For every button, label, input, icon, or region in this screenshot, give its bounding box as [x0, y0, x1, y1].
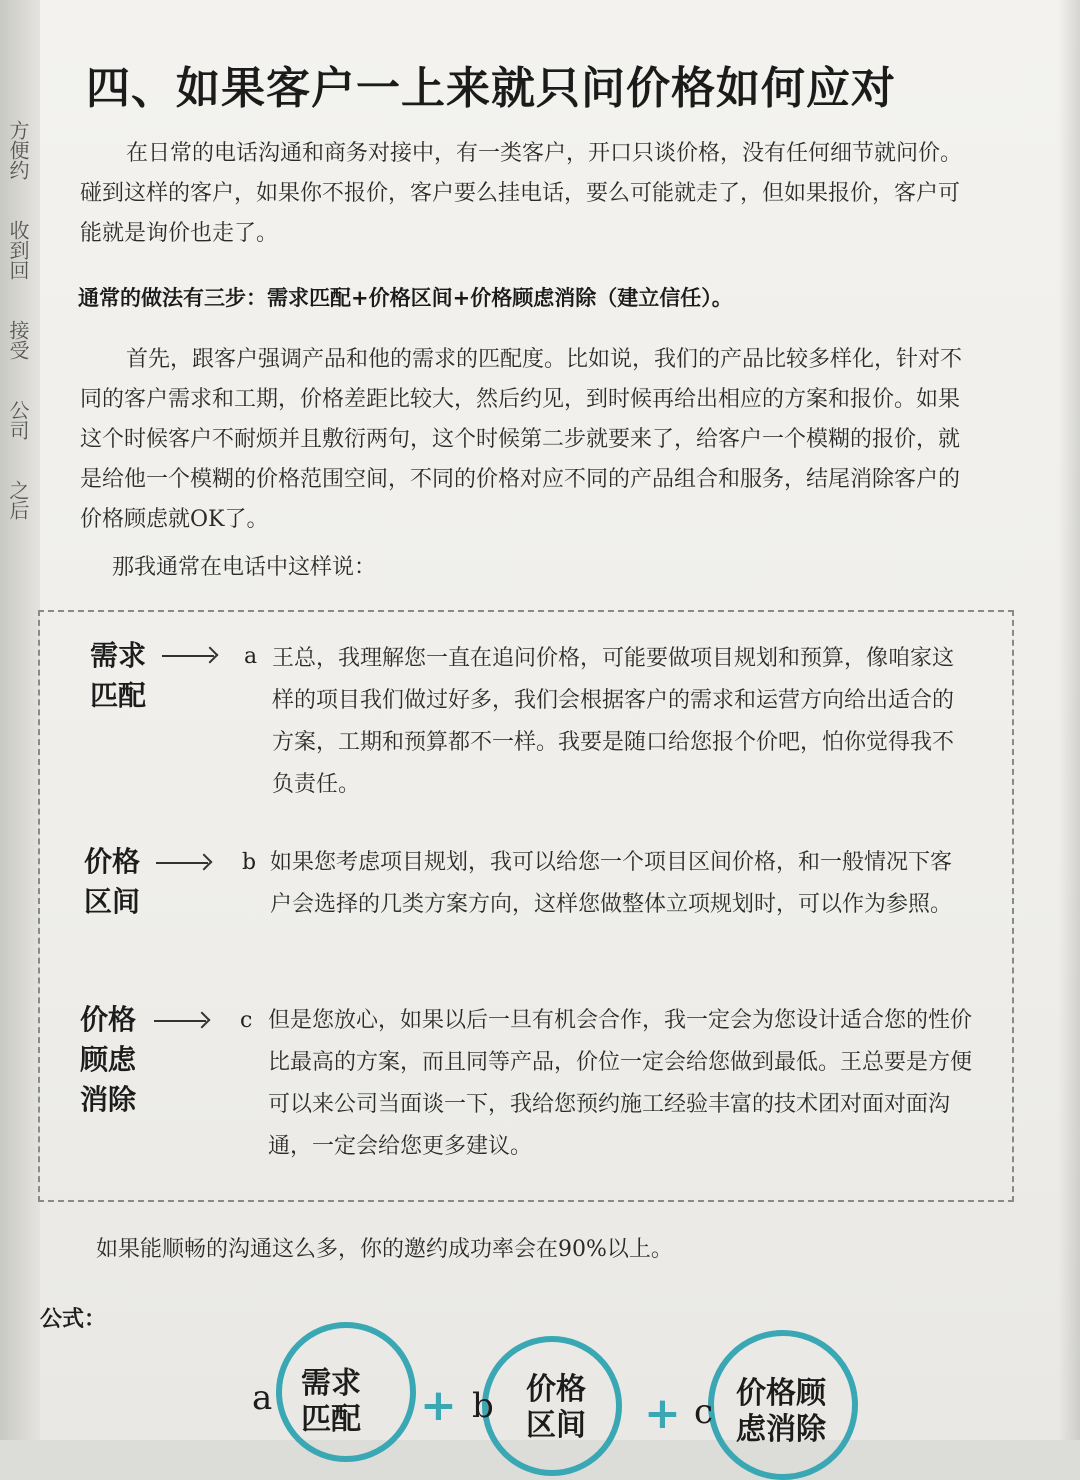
script-text-a: 王总，我理解您一直在追问价格，可能要做项目规划和预算，像咱家这样的项目我们做过好多，我们会根据客户的需求和运营方向给出适合的方案，工期和预算都不一样。我要是随口给您报个价吧，怕你觉得我不负责任。: [272, 646, 955, 797]
adjacent-page-text: 公司: [6, 400, 30, 440]
script-text-c: 但是您放心，如果以后一旦有机会合作，我一定会为您设计适合您的性价比最高的方案，而且同等产品，价位一定会给您做到最低。王总要是方便可以来公司当面谈一下，我给您预约施工经验丰富的技术团对面对面沟通，一定会给您更多建议。: [268, 1008, 973, 1159]
adjacent-page-text: 之后: [6, 480, 30, 520]
formula-letter: c: [694, 1392, 714, 1432]
section-heading: 四、如果客户一上来就只问价格如何应对: [86, 63, 896, 114]
formula-letter: b: [472, 1386, 494, 1426]
script-label-price-concern: 价格 顾虑 消除: [80, 1003, 137, 1116]
script-letter: a: [244, 644, 258, 669]
formula-label: 公式：: [40, 1307, 107, 1332]
script-text-b: 如果您考虑项目规划，我可以给您一个项目区间价格，和一般情况下客户会选择的几类方案方向，这样您做整体立项规划时，可以作为参照。: [270, 850, 953, 917]
script-label-demand-match: 需求 匹配: [90, 639, 147, 712]
steps-summary: 通常的做法有三步：需求匹配+价格区间+价格顾虑消除（建立信任）。: [78, 286, 733, 310]
adjacent-page-text: 收到回: [6, 220, 30, 280]
formula-letter: a: [252, 1378, 273, 1418]
formula-term-c: 价格顾 虑消除: [736, 1376, 826, 1447]
plus-icon: +: [644, 1388, 681, 1439]
right-arrow-icon: [156, 862, 208, 864]
formula-term-b: 价格 区间: [526, 1372, 586, 1443]
formula-term-a: 需求 匹配: [301, 1366, 361, 1437]
intro-paragraph: 在日常的电话沟通和商务对接中，有一类客户，开口只谈价格，没有任何细节就问价。碰到这样的客户，如果你不报价，客户要么挂电话，要么可能就走了，但如果报价，客户可能就是询价也走了。: [80, 141, 963, 246]
right-arrow-icon: [162, 655, 214, 657]
script-letter: b: [242, 850, 257, 875]
right-arrow-icon: [154, 1020, 206, 1022]
closing-line: 如果能顺畅的沟通这么多，你的邀约成功率会在90%以上。: [96, 1237, 673, 1262]
adjacent-page-text: 接受: [6, 320, 30, 360]
plus-icon: +: [420, 1380, 457, 1431]
adjacent-page-text: 方便约: [6, 120, 30, 180]
script-letter: c: [240, 1008, 253, 1033]
page-shadow: [1058, 0, 1080, 1440]
adjacent-page-edge: [0, 0, 40, 1440]
script-label-price-range: 价格 区间: [84, 845, 141, 918]
phone-lead: 那我通常在电话中这样说：: [112, 555, 377, 580]
explanation-paragraph: 首先，跟客户强调产品和他的需求的匹配度。比如说，我们的产品比较多样化，针对不同的客户需求和工期，价格差距比较大，然后约见，到时候再给出相应的方案和报价。如果这个时候客户不耐烦并且敷衍两句，这个时候第二步就要来了，给客户一个模糊的报价，就是给他一个模糊的价格范围空间，不同的价格对应不同的产品组合和服务，结尾消除客户的价格顾虑就OK了。: [80, 347, 963, 532]
